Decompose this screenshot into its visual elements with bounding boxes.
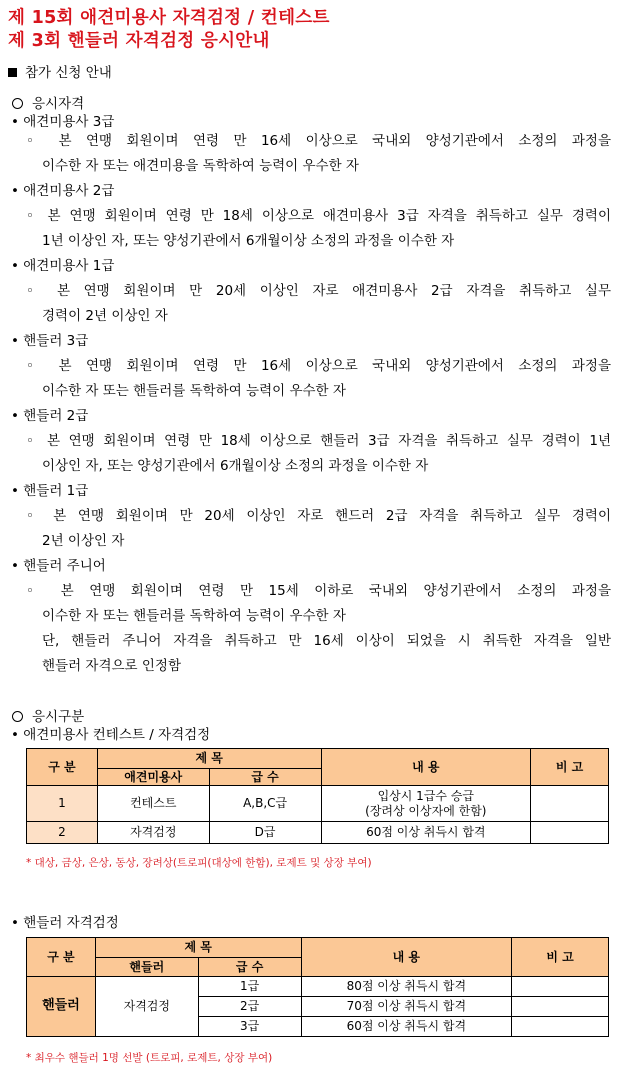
row-grade: D급 — [209, 822, 321, 844]
circle-bullet-icon — [12, 711, 23, 722]
qualification-label: • 핸들러 2급 — [11, 408, 89, 424]
qualification-line: ◦ 본 연맹 회원이며 연령 만 16세 이상으로 국내외 양성기관에서 소정의 과정을 — [26, 358, 611, 374]
handler-table-label: • 핸들러 자격검정 — [11, 915, 119, 931]
qualification-line: 1년 이상인 자, 또는 양성기관에서 6개월이상 소정의 과정을 이수한 자 — [42, 233, 455, 249]
table-row — [27, 977, 609, 997]
row-note — [512, 997, 609, 1017]
section-heading-text: 참가 신청 안내 — [25, 65, 112, 81]
qualification-line: 핸들러 자격으로 인정함 — [42, 658, 181, 674]
row-note — [531, 786, 609, 822]
qualification-label: • 애견미용사 1급 — [11, 258, 115, 274]
header-content: 내 용 — [301, 938, 512, 977]
header-sub-grade: 급 수 — [209, 769, 321, 786]
groomer-table-label: • 애견미용사 컨테스트 / 자격검정 — [11, 727, 211, 743]
qualification-line: ◦ 본 연맹 회원이며 만 20세 이상인 자로 핸드러 2급 자격을 취득하고 실무 경력이 — [26, 508, 611, 524]
circle-bullet-icon — [12, 98, 23, 109]
row-grade: 2급 — [198, 997, 301, 1017]
row-note — [531, 822, 609, 844]
qualification-line: 이수한 자 또는 핸들러를 독학하여 능력이 우수한 자 — [42, 608, 346, 624]
section-heading — [8, 61, 112, 81]
header-sub-name: 핸들러 — [95, 958, 198, 977]
row-name: 컨테스트 — [97, 786, 209, 822]
document-title-line1: 제 15회 애견미용사 자격검정 / 컨테스트 — [8, 8, 330, 28]
qualification-line: 2년 이상인 자 — [42, 533, 125, 549]
qualification-line: 이수한 자 또는 애견미용을 독학하여 능력이 우수한 자 — [42, 158, 359, 174]
qualification-label: • 핸들러 1급 — [11, 483, 89, 499]
qualification-heading — [12, 92, 84, 112]
header-note: 비 고 — [531, 749, 609, 786]
row-number: 2 — [27, 822, 98, 844]
table-row — [27, 822, 609, 844]
row-grade: A,B,C급 — [209, 786, 321, 822]
header-content: 내 용 — [321, 749, 531, 786]
header-sub-name: 애견미용사 — [97, 769, 209, 786]
qualification-label: • 애견미용사 3급 — [11, 114, 115, 130]
groomer-table-note: * 대상, 금상, 은상, 동상, 장려상(트로피(대상에 한함), 로제트 및 상장 부여) — [26, 857, 372, 869]
header-subject: 제 목 — [97, 749, 321, 769]
row-content-line1: 입상시 1급수 승급 — [377, 788, 475, 803]
header-division: 구 분 — [27, 938, 96, 977]
row-content: 60점 이상 취득시 합격 — [301, 1017, 512, 1037]
qualification-label: • 핸들러 3급 — [11, 333, 89, 349]
row-content — [321, 786, 531, 822]
row-content: 80점 이상 취득시 합격 — [301, 977, 512, 997]
row-note — [512, 1017, 609, 1037]
row-content-line2: (장려상 이상자에 한함) — [365, 803, 487, 818]
row-content: 70점 이상 취득시 합격 — [301, 997, 512, 1017]
qualification-line: 이수한 자 또는 핸들러를 독학하여 능력이 우수한 자 — [42, 383, 346, 399]
row-number: 1 — [27, 786, 98, 822]
handler-table-note: * 최우수 핸들러 1명 선발 (트로피, 로제트, 상장 부여) — [26, 1052, 273, 1064]
qualification-line: 이상인 자, 또는 양성기관에서 6개월이상 소정의 과정을 이수한 자 — [42, 458, 429, 474]
header-division: 구 분 — [27, 749, 98, 786]
row-note — [512, 977, 609, 997]
row-grade: 1급 — [198, 977, 301, 997]
qualification-heading-text: 응시자격 — [32, 96, 85, 112]
groomer-division-table — [26, 748, 609, 844]
header-note: 비 고 — [512, 938, 609, 977]
row-content: 60점 이상 취득시 합격 — [321, 822, 531, 844]
square-bullet-icon — [8, 68, 17, 77]
qualification-label: • 핸들러 주니어 — [11, 558, 106, 574]
row-grade: 3급 — [198, 1017, 301, 1037]
row-name: 자격검정 — [97, 822, 209, 844]
header-sub-grade: 급 수 — [198, 958, 301, 977]
qualification-line: 단, 핸들러 주니어 자격을 취득하고 만 16세 이상이 되었을 시 취득한 자격을 일반 — [42, 633, 611, 649]
qualification-label: • 애견미용사 2급 — [11, 183, 115, 199]
document-title-line2: 제 3회 핸들러 자격검정 응시안내 — [8, 31, 270, 51]
qualification-line: ◦ 본 연맹 회원이며 연령 만 18세 이상으로 애견미용사 3급 자격을 취득하고 실무 경력이 — [26, 208, 611, 224]
qualification-line: ◦ 본 연맹 회원이며 연령 만 16세 이상으로 국내외 양성기관에서 소정의 과정을 — [26, 133, 611, 149]
handler-division-table — [26, 937, 609, 1037]
header-subject: 제 목 — [95, 938, 301, 958]
qualification-line: 경력이 2년 이상인 자 — [42, 308, 168, 324]
qualification-line: ◦ 본 연맹 회원이며 연령 만 15세 이하로 국내외 양성기관에서 소정의 과정을 — [26, 583, 611, 599]
division-heading-text: 응시구분 — [32, 709, 85, 725]
qualification-line: ◦ 본 연맹 회원이며 만 20세 이상인 자로 애견미용사 2급 자격을 취득하고 실무 — [26, 283, 611, 299]
division-heading — [12, 705, 84, 725]
table-row — [27, 786, 609, 822]
row-category: 핸들러 — [27, 977, 96, 1037]
row-name: 자격검정 — [95, 977, 198, 1037]
qualification-line: ◦ 본 연맹 회원이며 연령 만 18세 이상으로 핸들러 3급 자격을 취득하고 실무 경력이 1년 — [26, 433, 611, 449]
